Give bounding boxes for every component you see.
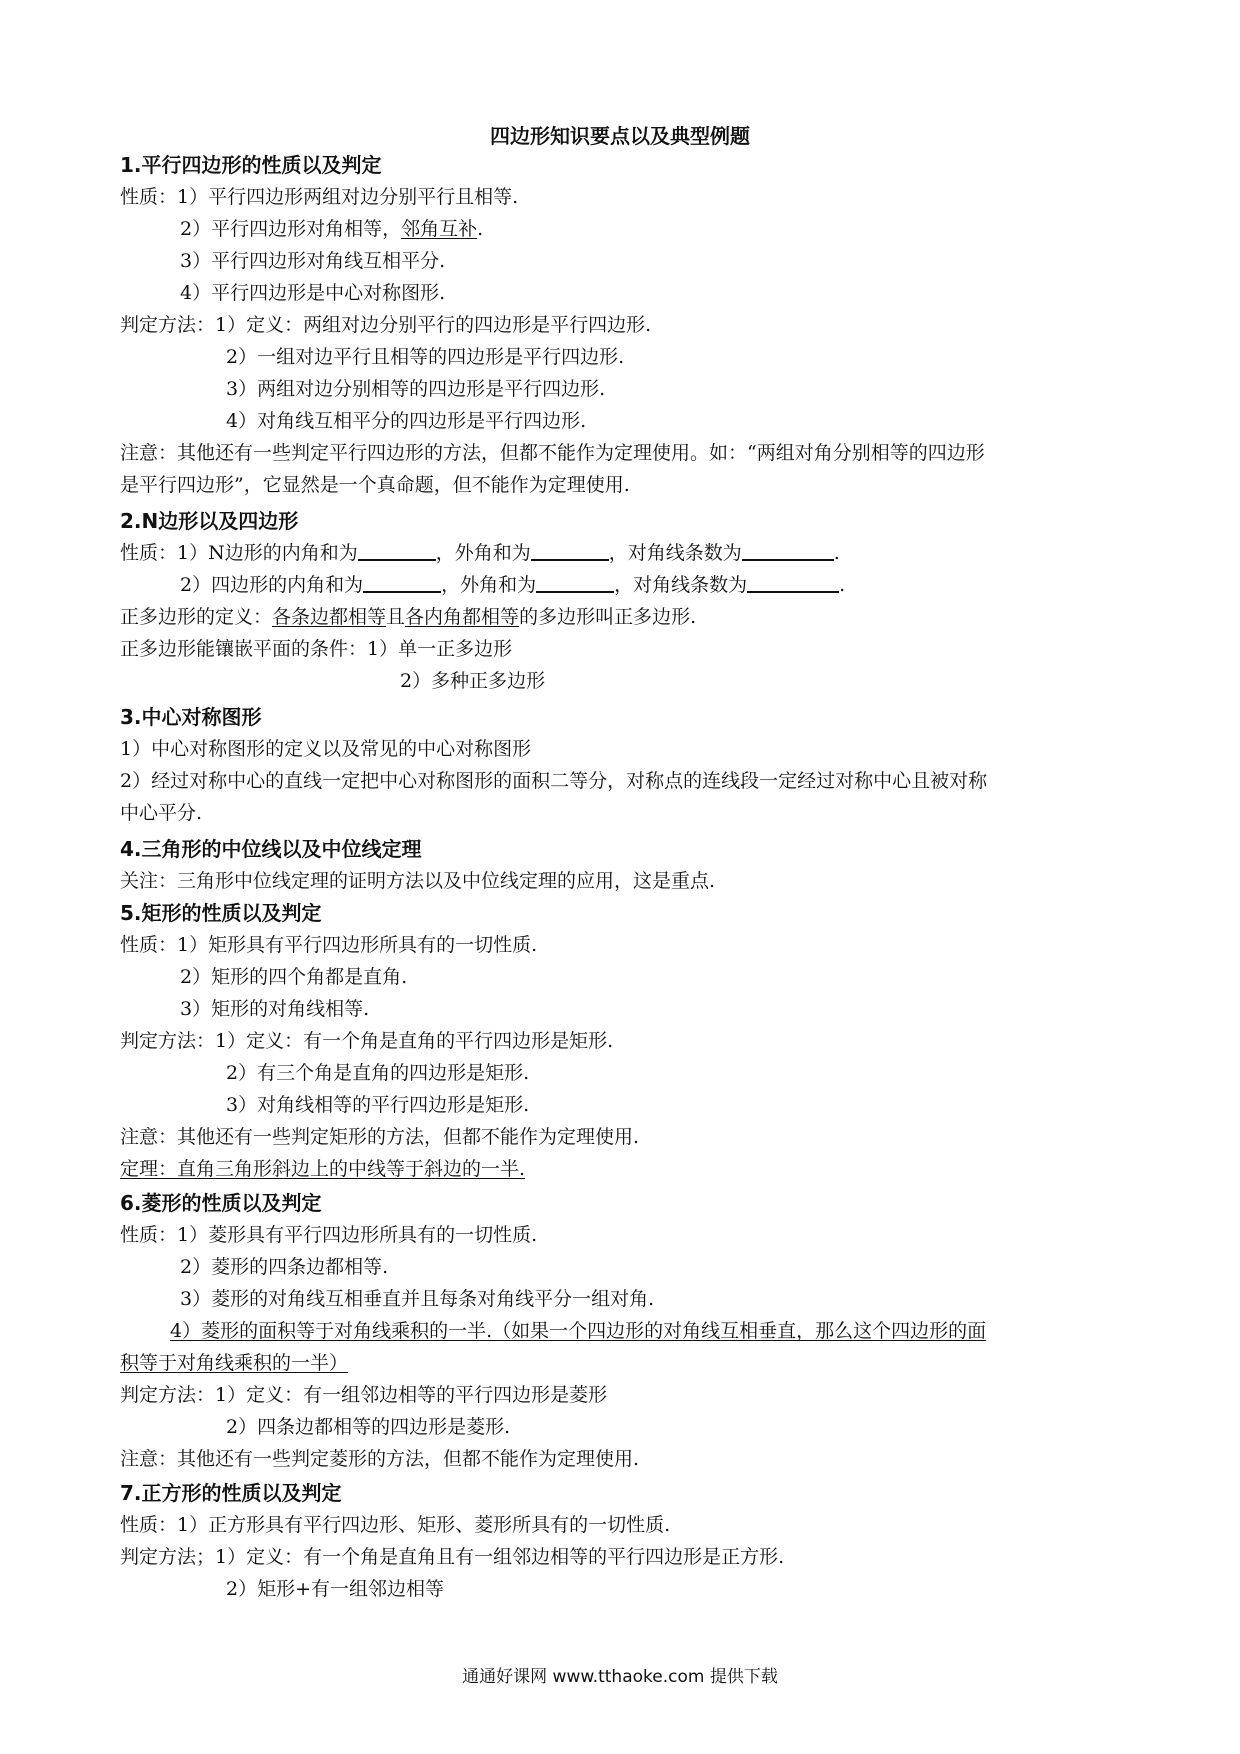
document-title: 四边形知识要点以及典型例题 <box>490 124 750 148</box>
fill-blank[interactable] <box>358 541 436 561</box>
s2-p1-text-b: ，外角和为 <box>435 542 531 564</box>
s2-regular-polygon-definition <box>120 604 696 630</box>
s3-line-3: 中心平分. <box>120 802 203 824</box>
s6-property-1: 性质：1）菱形具有平行四边形所具有的一切性质. <box>120 1224 538 1246</box>
fill-blank[interactable] <box>536 573 614 593</box>
s7-judge-2: 2）矩形+有一组邻边相等 <box>226 1578 445 1600</box>
s6-property-3: 3）菱形的对角线互相垂直并且每条对角线平分一组对角. <box>180 1288 655 1310</box>
s1-judge-2: 2）一组对边平行且相等的四边形是平行四边形. <box>226 346 625 368</box>
s2-tessellation-2: 2）多种正多边形 <box>400 670 546 692</box>
s1-property-2-end: . <box>477 218 484 240</box>
s3-line-1: 1）中心对称图形的定义以及常见的中心对称图形 <box>120 738 532 760</box>
s1-property-2 <box>180 216 483 242</box>
s7-property-1: 性质：1）正方形具有平行四边形、矩形、菱形所具有的一切性质. <box>120 1514 671 1536</box>
s2-def-text-e: 的多边形叫正多边形. <box>519 606 697 628</box>
s5-property-1: 性质：1）矩形具有平行四边形所具有的一切性质. <box>120 934 538 956</box>
s6-property-2: 2）菱形的四条边都相等. <box>180 1256 389 1278</box>
s7-judge-1: 判定方法；1）定义：有一个角是直角且有一组邻边相等的平行四边形是正方形. <box>120 1546 785 1568</box>
s2-def-underlined-1: 各条边都相等 <box>272 606 387 628</box>
fill-blank[interactable] <box>363 573 441 593</box>
section-3-heading: 3.中心对称图形 <box>120 705 262 729</box>
s5-judge-1: 判定方法：1）定义：有一个角是直角的平行四边形是矩形. <box>120 1030 614 1052</box>
s5-theorem: 定理：直角三角形斜边上的中线等于斜边的一半. <box>120 1158 526 1180</box>
s1-property-1: 性质：1）平行四边形两组对边分别平行且相等. <box>120 186 519 208</box>
s2-p2-text-c: ，对角线条数为 <box>614 574 748 596</box>
s2-p2-text-d: . <box>839 574 846 596</box>
s1-judge-1: 判定方法：1）定义：两组对边分别平行的四边形是平行四边形. <box>120 314 652 336</box>
s1-judge-4: 4）对角线互相平分的四边形是平行四边形. <box>226 410 587 432</box>
s2-p1-text-d: . <box>833 542 840 564</box>
fill-blank[interactable] <box>747 573 839 593</box>
page-footer: 通通好课网 www.tthaoke.com 提供下载 <box>462 1667 778 1687</box>
s6-property-4-line-2: 积等于对角线乘积的一半） <box>120 1352 349 1374</box>
s5-judge-3: 3）对角线相等的平行四边形是矩形. <box>226 1094 530 1116</box>
s5-note: 注意：其他还有一些判定矩形的方法，但都不能作为定理使用. <box>120 1126 640 1148</box>
s2-p2-text-b: ，外角和为 <box>441 574 537 596</box>
s6-note: 注意：其他还有一些判定菱形的方法，但都不能作为定理使用. <box>120 1448 640 1470</box>
s1-property-2-text: 2）平行四边形对角相等， <box>180 218 402 240</box>
s2-def-underlined-2: 各内角都相等 <box>405 606 520 628</box>
s1-property-4: 4）平行四边形是中心对称图形. <box>180 282 446 304</box>
s6-judge-2: 2）四条边都相等的四边形是菱形. <box>226 1416 511 1438</box>
s2-tessellation-1: 正多边形能镶嵌平面的条件：1）单一正多边形 <box>120 638 513 660</box>
section-4-heading: 4.三角形的中位线以及中位线定理 <box>120 837 422 861</box>
s2-p1-text-c: ，对角线条数为 <box>608 542 742 564</box>
s5-property-2: 2）矩形的四个角都是直角. <box>180 966 408 988</box>
s2-def-text-a: 正多边形的定义： <box>120 606 273 628</box>
s2-def-text-c: 且 <box>386 606 406 628</box>
section-2-heading: 2.N边形以及四边形 <box>120 509 299 533</box>
s1-note-line-1: 注意：其他还有一些判定平行四边形的方法，但都不能作为定理使用。如：“两组对角分别相等的四边形 <box>120 442 985 464</box>
section-1-heading: 1.平行四边形的性质以及判定 <box>120 153 382 177</box>
s5-judge-2: 2）有三个角是直角的四边形是矩形. <box>226 1062 530 1084</box>
s2-property-2 <box>180 572 845 598</box>
section-5-heading: 5.矩形的性质以及判定 <box>120 901 322 925</box>
s1-property-3: 3）平行四边形对角线互相平分. <box>180 250 446 272</box>
s2-property-1 <box>120 540 840 566</box>
s6-property-4-line-1: 4）菱形的面积等于对角线乘积的一半.（如果一个四边形的对角线互相垂直，那么这个四边形的面 <box>170 1320 987 1342</box>
section-7-heading: 7.正方形的性质以及判定 <box>120 1481 342 1505</box>
s5-property-3: 3）矩形的对角线相等. <box>180 998 370 1020</box>
s2-p2-text-a: 2）四边形的内角和为 <box>180 574 364 596</box>
section-6-heading: 6.菱形的性质以及判定 <box>120 1191 322 1215</box>
s4-line-1: 关注：三角形中位线定理的证明方法以及中位线定理的应用，这是重点. <box>120 870 716 892</box>
s1-judge-3: 3）两组对边分别相等的四边形是平行四边形. <box>226 378 606 400</box>
s3-line-2: 2）经过对称中心的直线一定把中心对称图形的面积二等分，对称点的连线段一定经过对称中心且被对称 <box>120 770 988 792</box>
s6-judge-1: 判定方法：1）定义：有一组邻边相等的平行四边形是菱形 <box>120 1384 608 1406</box>
fill-blank[interactable] <box>742 541 834 561</box>
fill-blank[interactable] <box>531 541 609 561</box>
s1-property-2-underlined: 邻角互补 <box>401 218 478 240</box>
s2-p1-text-a: 性质：1）N边形的内角和为 <box>120 542 358 564</box>
s1-note-line-2: 是平行四边形”，它显然是一个真命题，但不能作为定理使用. <box>120 474 630 496</box>
